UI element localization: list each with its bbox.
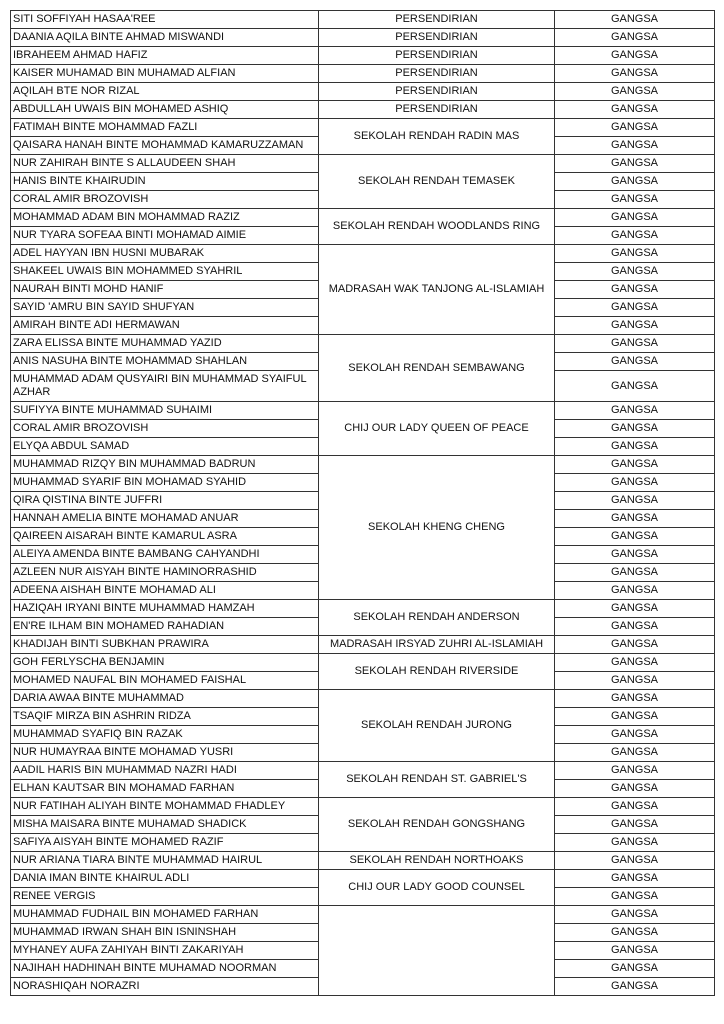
instrument-cell: GANGSA: [555, 402, 715, 420]
participant-name-cell: SHAKEEL UWAIS BIN MOHAMMED SYAHRIL: [11, 263, 319, 281]
participants-table: [10, 10, 715, 996]
participant-name-cell: MUHAMMAD IRWAN SHAH BIN ISNINSHAH: [11, 924, 319, 942]
instrument-cell: GANGSA: [555, 762, 715, 780]
school-cell: PERSENDIRIAN: [319, 83, 555, 101]
participant-name-cell: ADEL HAYYAN IBN HUSNI MUBARAK: [11, 245, 319, 263]
instrument-cell: GANGSA: [555, 510, 715, 528]
instrument-cell: GANGSA: [555, 726, 715, 744]
instrument-cell: GANGSA: [555, 672, 715, 690]
school-cell: PERSENDIRIAN: [319, 11, 555, 29]
instrument-cell: GANGSA: [555, 744, 715, 762]
instrument-cell: GANGSA: [555, 816, 715, 834]
table-row: [11, 798, 715, 816]
instrument-cell: GANGSA: [555, 209, 715, 227]
participant-name-cell: QIRA QISTINA BINTE JUFFRI: [11, 492, 319, 510]
instrument-cell: GANGSA: [555, 281, 715, 299]
school-cell: SEKOLAH RENDAH TEMASEK: [319, 155, 555, 209]
instrument-cell: GANGSA: [555, 371, 715, 402]
participant-name-cell: ANIS NASUHA BINTE MOHAMMAD SHAHLAN: [11, 353, 319, 371]
school-cell: SEKOLAH RENDAH JURONG: [319, 690, 555, 762]
participant-name-cell: CORAL AMIR BROZOVISH: [11, 191, 319, 209]
instrument-cell: GANGSA: [555, 101, 715, 119]
school-cell: MADRASAH IRSYAD ZUHRI AL-ISLAMIAH: [319, 636, 555, 654]
instrument-cell: GANGSA: [555, 191, 715, 209]
instrument-cell: GANGSA: [555, 420, 715, 438]
table-row: [11, 155, 715, 173]
instrument-cell: GANGSA: [555, 65, 715, 83]
instrument-cell: GANGSA: [555, 708, 715, 726]
instrument-cell: GANGSA: [555, 798, 715, 816]
participant-name-cell: AADIL HARIS BIN MUHAMMAD NAZRI HADI: [11, 762, 319, 780]
instrument-cell: GANGSA: [555, 299, 715, 317]
school-cell: SEKOLAH KHENG CHENG: [319, 456, 555, 600]
school-cell: SEKOLAH RENDAH NORTHOAKS: [319, 852, 555, 870]
table-row: [11, 402, 715, 420]
table-row: [11, 209, 715, 227]
instrument-cell: GANGSA: [555, 353, 715, 371]
participants-table-body: [11, 11, 715, 996]
participant-name-cell: AQILAH BTE NOR RIZAL: [11, 83, 319, 101]
school-cell: SEKOLAH RENDAH ST. GABRIEL'S: [319, 762, 555, 798]
participant-name-cell: MUHAMMAD SYARIF BIN MOHAMAD SYAHID: [11, 474, 319, 492]
school-cell: PERSENDIRIAN: [319, 101, 555, 119]
instrument-cell: GANGSA: [555, 438, 715, 456]
participant-name-cell: NORASHIQAH NORAZRI: [11, 978, 319, 996]
instrument-cell: GANGSA: [555, 492, 715, 510]
instrument-cell: GANGSA: [555, 119, 715, 137]
participant-name-cell: MISHA MAISARA BINTE MUHAMAD SHADICK: [11, 816, 319, 834]
school-cell: SEKOLAH RENDAH RADIN MAS: [319, 119, 555, 155]
participant-name-cell: NUR TYARA SOFEAA BINTI MOHAMAD AIMIE: [11, 227, 319, 245]
instrument-cell: GANGSA: [555, 317, 715, 335]
participant-name-cell: DANIA IMAN BINTE KHAIRUL ADLI: [11, 870, 319, 888]
instrument-cell: GANGSA: [555, 47, 715, 65]
school-cell: CHIJ OUR LADY GOOD COUNSEL: [319, 870, 555, 906]
participant-name-cell: TSAQIF MIRZA BIN ASHRIN RIDZA: [11, 708, 319, 726]
participant-name-cell: MUHAMMAD ADAM QUSYAIRI BIN MUHAMMAD SYAIFUL AZHAR: [11, 371, 319, 402]
instrument-cell: GANGSA: [555, 654, 715, 672]
participant-name-cell: HAZIQAH IRYANI BINTE MUHAMMAD HAMZAH: [11, 600, 319, 618]
table-row: [11, 29, 715, 47]
participant-name-cell: DARIA AWAA BINTE MUHAMMAD: [11, 690, 319, 708]
participant-name-cell: NUR ZAHIRAH BINTE S ALLAUDEEN SHAH: [11, 155, 319, 173]
table-row: [11, 762, 715, 780]
instrument-cell: GANGSA: [555, 870, 715, 888]
participant-name-cell: DAANIA AQILA BINTE AHMAD MISWANDI: [11, 29, 319, 47]
participant-name-cell: KAISER MUHAMAD BIN MUHAMAD ALFIAN: [11, 65, 319, 83]
participant-name-cell: MOHAMED NAUFAL BIN MOHAMED FAISHAL: [11, 672, 319, 690]
participant-name-cell: KHADIJAH BINTI SUBKHAN PRAWIRA: [11, 636, 319, 654]
participant-name-cell: MYHANEY AUFA ZAHIYAH BINTI ZAKARIYAH: [11, 942, 319, 960]
participant-name-cell: HANNAH AMELIA BINTE MOHAMAD ANUAR: [11, 510, 319, 528]
participant-name-cell: CORAL AMIR BROZOVISH: [11, 420, 319, 438]
participant-name-cell: EN'RE ILHAM BIN MOHAMED RAHADIAN: [11, 618, 319, 636]
participant-name-cell: GOH FERLYSCHA BENJAMIN: [11, 654, 319, 672]
table-row: [11, 335, 715, 353]
instrument-cell: GANGSA: [555, 978, 715, 996]
participant-name-cell: FATIMAH BINTE MOHAMMAD FAZLI: [11, 119, 319, 137]
instrument-cell: GANGSA: [555, 29, 715, 47]
participant-name-cell: QAIREEN AISARAH BINTE KAMARUL ASRA: [11, 528, 319, 546]
participant-name-cell: MOHAMMAD ADAM BIN MOHAMMAD RAZIZ: [11, 209, 319, 227]
table-row: [11, 456, 715, 474]
participant-name-cell: MUHAMMAD SYAFIQ BIN RAZAK: [11, 726, 319, 744]
participant-name-cell: ELYQA ABDUL SAMAD: [11, 438, 319, 456]
school-cell: MADRASAH WAK TANJONG AL-ISLAMIAH: [319, 245, 555, 335]
participant-name-cell: RENEE VERGIS: [11, 888, 319, 906]
table-row: [11, 870, 715, 888]
school-cell: [319, 906, 555, 996]
table-row: [11, 83, 715, 101]
participant-name-cell: QAISARA HANAH BINTE MOHAMMAD KAMARUZZAMAN: [11, 137, 319, 155]
instrument-cell: GANGSA: [555, 564, 715, 582]
instrument-cell: GANGSA: [555, 618, 715, 636]
participant-name-cell: MUHAMMAD FUDHAIL BIN MOHAMED FARHAN: [11, 906, 319, 924]
table-row: [11, 690, 715, 708]
school-cell: PERSENDIRIAN: [319, 29, 555, 47]
participant-name-cell: ADEENA AISHAH BINTE MOHAMAD ALI: [11, 582, 319, 600]
school-cell: SEKOLAH RENDAH SEMBAWANG: [319, 335, 555, 402]
school-cell: PERSENDIRIAN: [319, 47, 555, 65]
instrument-cell: GANGSA: [555, 227, 715, 245]
instrument-cell: GANGSA: [555, 924, 715, 942]
participant-name-cell: NUR HUMAYRAA BINTE MOHAMAD YUSRI: [11, 744, 319, 762]
table-row: [11, 65, 715, 83]
table-row: [11, 119, 715, 137]
instrument-cell: GANGSA: [555, 600, 715, 618]
instrument-cell: GANGSA: [555, 582, 715, 600]
participant-name-cell: SAFIYA AISYAH BINTE MOHAMED RAZIF: [11, 834, 319, 852]
table-row: [11, 47, 715, 65]
instrument-cell: GANGSA: [555, 690, 715, 708]
participant-name-cell: IBRAHEEM AHMAD HAFIZ: [11, 47, 319, 65]
instrument-cell: GANGSA: [555, 335, 715, 353]
instrument-cell: GANGSA: [555, 173, 715, 191]
instrument-cell: GANGSA: [555, 11, 715, 29]
instrument-cell: GANGSA: [555, 960, 715, 978]
school-cell: SEKOLAH RENDAH ANDERSON: [319, 600, 555, 636]
participant-name-cell: SAYID 'AMRU BIN SAYID SHUFYAN: [11, 299, 319, 317]
participant-name-cell: NAURAH BINTI MOHD HANIF: [11, 281, 319, 299]
table-row: [11, 906, 715, 924]
participant-name-cell: SITI SOFFIYAH HASAA'REE: [11, 11, 319, 29]
participant-name-cell: ALEIYA AMENDA BINTE BAMBANG CAHYANDHI: [11, 546, 319, 564]
instrument-cell: GANGSA: [555, 263, 715, 281]
participant-name-cell: ZARA ELISSA BINTE MUHAMMAD YAZID: [11, 335, 319, 353]
instrument-cell: GANGSA: [555, 888, 715, 906]
school-cell: SEKOLAH RENDAH RIVERSIDE: [319, 654, 555, 690]
instrument-cell: GANGSA: [555, 546, 715, 564]
participant-name-cell: ABDULLAH UWAIS BIN MOHAMED ASHIQ: [11, 101, 319, 119]
school-cell: PERSENDIRIAN: [319, 65, 555, 83]
school-cell: SEKOLAH RENDAH WOODLANDS RING: [319, 209, 555, 245]
table-row: [11, 654, 715, 672]
table-row: [11, 101, 715, 119]
instrument-cell: GANGSA: [555, 528, 715, 546]
instrument-cell: GANGSA: [555, 83, 715, 101]
table-row: [11, 245, 715, 263]
participant-name-cell: AZLEEN NUR AISYAH BINTE HAMINORRASHID: [11, 564, 319, 582]
participant-name-cell: NUR ARIANA TIARA BINTE MUHAMMAD HAIRUL: [11, 852, 319, 870]
participant-name-cell: ELHAN KAUTSAR BIN MOHAMAD FARHAN: [11, 780, 319, 798]
instrument-cell: GANGSA: [555, 456, 715, 474]
participant-name-cell: NAJIHAH HADHINAH BINTE MUHAMAD NOORMAN: [11, 960, 319, 978]
table-row: [11, 636, 715, 654]
participant-name-cell: NUR FATIHAH ALIYAH BINTE MOHAMMAD FHADLEY: [11, 798, 319, 816]
instrument-cell: GANGSA: [555, 906, 715, 924]
instrument-cell: GANGSA: [555, 155, 715, 173]
school-cell: SEKOLAH RENDAH GONGSHANG: [319, 798, 555, 852]
instrument-cell: GANGSA: [555, 852, 715, 870]
participant-name-cell: SUFIYYA BINTE MUHAMMAD SUHAIMI: [11, 402, 319, 420]
participant-name-cell: AMIRAH BINTE ADI HERMAWAN: [11, 317, 319, 335]
instrument-cell: GANGSA: [555, 780, 715, 798]
instrument-cell: GANGSA: [555, 245, 715, 263]
participant-name-cell: MUHAMMAD RIZQY BIN MUHAMMAD BADRUN: [11, 456, 319, 474]
table-row: [11, 852, 715, 870]
instrument-cell: GANGSA: [555, 942, 715, 960]
instrument-cell: GANGSA: [555, 834, 715, 852]
table-row: [11, 11, 715, 29]
school-cell: CHIJ OUR LADY QUEEN OF PEACE: [319, 402, 555, 456]
table-row: [11, 600, 715, 618]
instrument-cell: GANGSA: [555, 474, 715, 492]
instrument-cell: GANGSA: [555, 137, 715, 155]
instrument-cell: GANGSA: [555, 636, 715, 654]
participant-name-cell: HANIS BINTE KHAIRUDIN: [11, 173, 319, 191]
